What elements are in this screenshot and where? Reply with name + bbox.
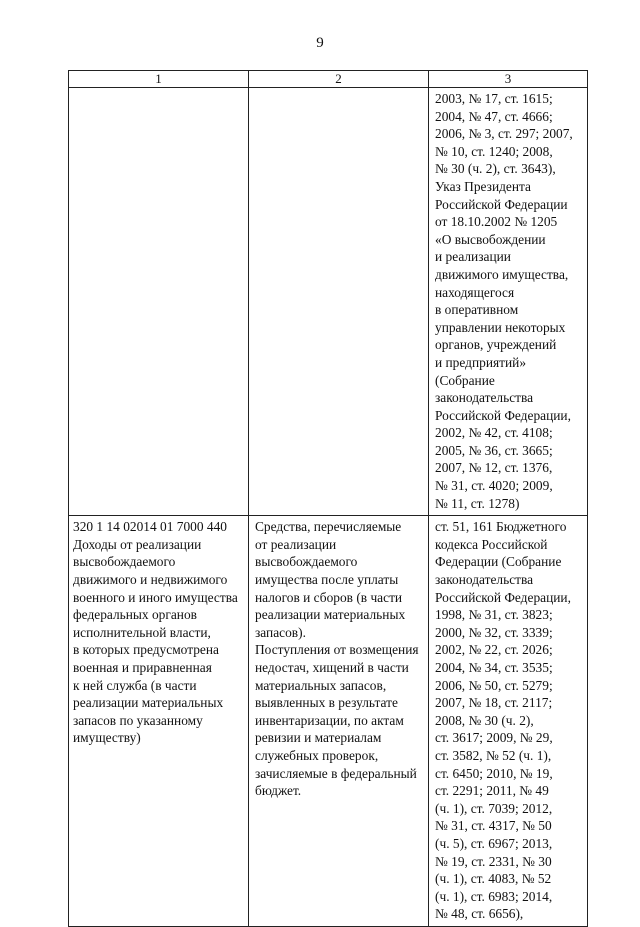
text-line: 2008, № 30 (ч. 2), [435, 712, 534, 728]
text-line: 2003, № 17, ст. 1615; [435, 91, 553, 106]
text-line: управлении некоторых [435, 319, 566, 335]
text-line: ревизии и материалам [255, 730, 382, 746]
table-row [69, 88, 588, 516]
text-line: 2006, № 50, ст. 5279; [435, 677, 553, 693]
text-line: от 18.10.2002 № 1205 [435, 214, 558, 230]
text-line: налогов и сборов (в части [255, 589, 403, 605]
header-col-2: 2 [249, 71, 429, 88]
text-line: имущества после уплаты [255, 572, 399, 588]
header-col-3: 3 [429, 71, 588, 88]
revenue-description [249, 516, 428, 803]
text-line: и предприятий» [435, 354, 527, 370]
text-line: бюджет. [255, 783, 302, 799]
text-line: 320 1 14 02014 01 7000 440 [73, 519, 227, 535]
text-line: ст. 3582, № 52 (ч. 1), [435, 747, 552, 763]
row-b-col-2 [249, 516, 429, 927]
text-line: движимого и недвижимого [73, 572, 228, 588]
text-line: военная и приравненная [73, 660, 212, 675]
text-line: в оперативном [435, 302, 519, 318]
text-line: к ней служба (в части [73, 677, 197, 693]
text-line: в которых предусмотрена [73, 642, 219, 658]
page-number: 9 [316, 35, 324, 51]
text-line: № 19, ст. 2331, № 30 [435, 853, 552, 869]
text-line: (Собрание [435, 372, 495, 388]
table-row [69, 516, 588, 927]
text-line: Поступления от возмещения [255, 642, 419, 658]
text-line: недостач, хищений в части [255, 660, 409, 675]
text-line: от реализации [255, 536, 337, 552]
text-line: инвентаризации, по актам [255, 712, 404, 728]
text-line: высвобождаемого [73, 554, 176, 570]
text-line: ст. 3617; 2009, № 29, [435, 730, 553, 746]
revenue-table [68, 70, 588, 927]
table-header-row [69, 71, 588, 88]
text-line: (ч. 1), ст. 6983; 2014, [435, 888, 553, 904]
text-line: № 10, ст. 1240; 2008, [435, 143, 553, 159]
text-line: имуществу) [73, 730, 141, 746]
text-line: «О высвобождении [435, 231, 546, 247]
text-line: № 31, ст. 4317, № 50 [435, 818, 552, 834]
text-line: выявленных в результате [255, 695, 398, 711]
legal-basis-text [429, 88, 587, 515]
text-line: (ч. 5), ст. 6967; 2013, [435, 835, 553, 851]
text-line: Российской Федерации [435, 196, 568, 212]
row-a-col-1 [69, 88, 249, 516]
text-line: № 48, ст. 6656), [435, 906, 524, 922]
text-line: федеральных органов [73, 607, 197, 623]
text-line: зачисляемые в федеральный [255, 765, 417, 781]
text-line: № 11, ст. 1278) [435, 495, 520, 511]
text-line: 2000, № 32, ст. 3339; [435, 624, 553, 640]
text-line: реализации материальных [255, 607, 406, 623]
text-line: Средства, перечисляемые [255, 519, 402, 535]
text-line: Доходы от реализации [73, 536, 202, 552]
row-a-col-3 [429, 88, 588, 516]
text-line: органов, учреждений [435, 337, 557, 353]
text-line: высвобождаемого [255, 554, 358, 570]
text-line: № 31, ст. 4020; 2009, [435, 478, 553, 494]
text-line: исполнительной власти, [73, 624, 211, 640]
text-line: 2002, № 42, ст. 4108; [435, 425, 553, 441]
text-line: 2002, № 22, ст. 2026; [435, 642, 553, 658]
text-line: реализации материальных [73, 695, 224, 711]
text-line: 2005, № 36, ст. 3665; [435, 442, 553, 458]
legal-basis-text [429, 516, 587, 926]
text-line: находящегося [435, 284, 515, 300]
text-line: ст. 51, 161 Бюджетного [435, 519, 567, 535]
row-a-col-2 [249, 88, 429, 516]
text-line: запасов). [255, 624, 306, 640]
text-line: запасов по указанному [73, 712, 203, 728]
text-line: 2007, № 12, ст. 1376, [435, 460, 553, 476]
text-line: № 30 (ч. 2), ст. 3643), [435, 161, 556, 177]
text-line: материальных запасов, [255, 677, 387, 693]
text-line: ст. 6450; 2010, № 19, [435, 765, 553, 781]
text-line: и реализации [435, 249, 511, 265]
text-line: Российской Федерации, [435, 407, 571, 423]
text-line: 2007, № 18, ст. 2117; [435, 695, 553, 711]
text-line: (ч. 1), ст. 4083, № 52 [435, 871, 552, 887]
text-line: 2004, № 34, ст. 3535; [435, 660, 553, 675]
text-line: (ч. 1), ст. 7039; 2012, [435, 800, 553, 816]
header-col-1: 1 [69, 71, 249, 88]
text-line: 1998, № 31, ст. 3823; [435, 607, 553, 623]
text-line: ст. 2291; 2011, № 49 [435, 783, 549, 799]
revenue-code-and-name [69, 516, 248, 750]
text-line: военного и иного имущества [73, 589, 238, 605]
text-line: законодательства [435, 572, 534, 588]
text-line: движимого имущества, [435, 266, 569, 282]
text-line: Федерации (Собрание [435, 554, 562, 570]
text-line: служебных проверок, [255, 747, 379, 763]
row-b-col-3 [429, 516, 588, 927]
text-line: 2006, № 3, ст. 297; 2007, [435, 126, 573, 142]
text-line: Российской Федерации, [435, 589, 571, 605]
text-line: кодекса Российской [435, 536, 548, 552]
text-line: Указ Президента [435, 178, 531, 194]
text-line: законодательства [435, 390, 534, 406]
text-line: 2004, № 47, ст. 4666; [435, 108, 553, 124]
row-b-col-1 [69, 516, 249, 927]
